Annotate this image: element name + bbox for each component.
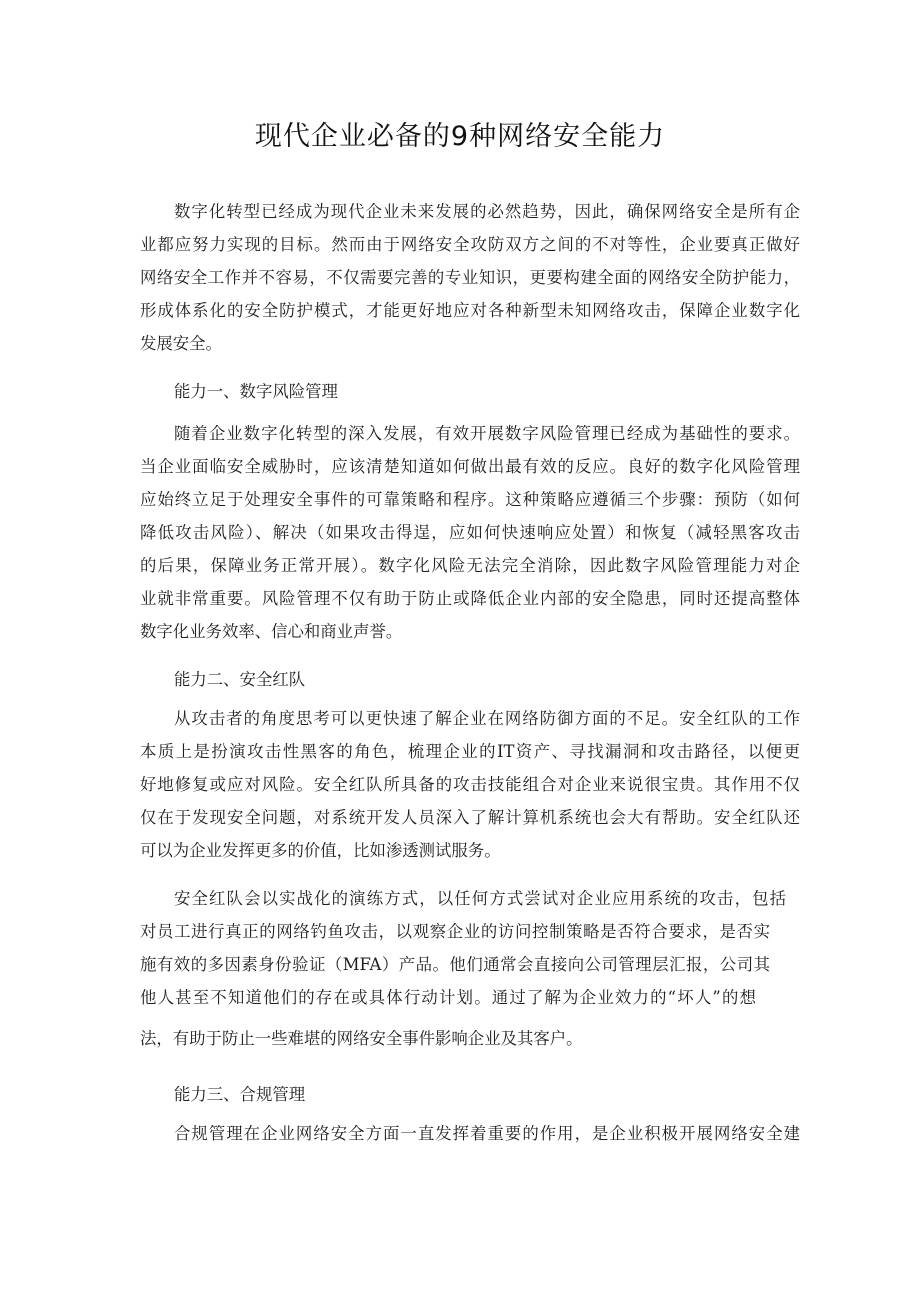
paragraph-line: 发展安全。 xyxy=(140,334,222,353)
paragraph-line: 的后果，保障业务正常开展）。数字化风险无法完全消除，因此数字风险管理能力对企 xyxy=(140,556,800,575)
paragraph-line: 施有效的多因素身份验证（MFA）产品。他们通常会直接向公司管理层汇报，公司其 xyxy=(140,955,770,974)
paragraph-line: 好地修复或应对风险。安全红队所具备的攻击技能组合对企业来说很宝贵。其作用不仅 xyxy=(140,775,800,794)
paragraph-line: 从攻击者的角度思考可以更快速了解企业在网络防御方面的不足。安全红队的工作 xyxy=(174,709,800,728)
paragraph-line: 应始终立足于处理安全事件的可靠策略和程序。这种策略应遵循三个步骤：预防（如何 xyxy=(140,490,800,509)
paragraph-line: 法，有助于防止一些难堪的网络安全事件影响企业及其客户。 xyxy=(140,1029,583,1048)
paragraph-line: 安全红队会以实战化的演练方式，以任何方式尝试对企业应用系统的攻击，包括 xyxy=(174,889,786,908)
paragraph-line: 业就非常重要。风险管理不仅有助于防止或降低企业内部的安全隐患，同时还提高整体 xyxy=(140,589,800,608)
paragraph-line: 当企业面临安全威胁时，应该清楚知道如何做出最有效的反应。良好的数字化风险管理 xyxy=(140,457,800,476)
section-heading-3: 能力三、合规管理 xyxy=(174,1085,306,1104)
paragraph-line: 对员工进行真正的网络钓鱼攻击，以观察企业的访问控制策略是否符合要求，是否实 xyxy=(140,922,770,941)
paragraph-line: 网络安全工作并不容易，不仅需要完善的专业知识，更要构建全面的网络安全防护能力， xyxy=(140,268,800,287)
section-heading-1: 能力一、数字风险管理 xyxy=(174,382,338,401)
paragraph-line: 数字化业务效率、信心和商业声誉。 xyxy=(140,622,403,641)
paragraph-line: 本质上是扮演攻击性黑客的角色，梳理企业的IT资产、寻找漏洞和攻击路径，以便更 xyxy=(140,742,800,761)
paragraph-line: 合规管理在企业网络安全方面一直发挥着重要的作用，是企业积极开展网络安全建 xyxy=(174,1124,800,1143)
document-title: 现代企业必备的9种网络安全能力 xyxy=(254,121,666,152)
paragraph-line: 数字化转型已经成为现代企业未来发展的必然趋势，因此，确保网络安全是所有企 xyxy=(174,202,800,221)
section-heading-2: 能力二、安全红队 xyxy=(174,670,306,689)
paragraph-line: 形成体系化的安全防护模式，才能更好地应对各种新型未知网络攻击，保障企业数字化 xyxy=(140,301,800,320)
paragraph-line: 他人甚至不知道他们的存在或具体行动计划。通过了解为企业效力的“坏人”的想 xyxy=(140,988,756,1007)
paragraph-line: 随着企业数字化转型的深入发展，有效开展数字风险管理已经成为基础性的要求。 xyxy=(174,424,800,443)
paragraph-line: 仅在于发现安全问题，对系统开发人员深入了解计算机系统也会大有帮助。安全红队还 xyxy=(140,808,800,827)
paragraph-line: 可以为企业发挥更多的价值，比如渗透测试服务。 xyxy=(140,841,501,860)
paragraph-line: 业都应努力实现的目标。然而由于网络安全攻防双方之间的不对等性，企业要真正做好 xyxy=(140,235,800,254)
paragraph-line: 降低攻击风险）、解决（如果攻击得逞，应如何快速响应处置）和恢复（减轻黑客攻击 xyxy=(140,523,800,542)
